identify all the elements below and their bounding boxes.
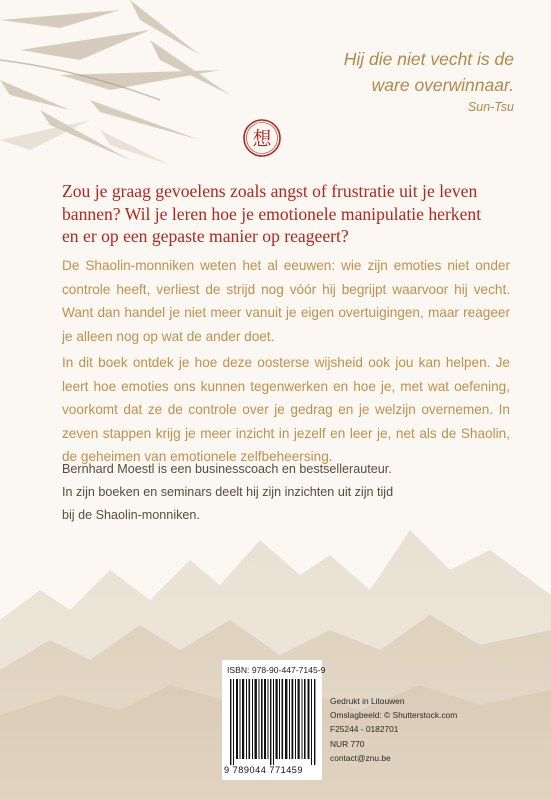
- author-name: Bernhard Moestl: [62, 462, 155, 476]
- red-seal-icon: [242, 118, 282, 158]
- seal-character: 想: [252, 128, 272, 150]
- barcode-icon: [228, 679, 318, 765]
- author-bio-line-3: bij de Shaolin-monniken.: [62, 508, 200, 523]
- author-bio-line-2: In zijn boeken en seminars deelt hij zijn inzichten uit zijn tijd: [62, 485, 394, 500]
- body-paragraph-1: De Shaolin-monniken weten het al eeuwen: wie zijn emoties niet onder controle heeft, verliest de strijd nog vóór hij begrijpt waarvoor hij vecht. Want dan handel je niet meer vanuit je eigen overtuigingen, maar reageer je alleen nog op wat de ander doet.: [62, 258, 510, 344]
- epigraph-quote: [254, 46, 514, 114]
- credit-line: NUR 770: [330, 738, 365, 749]
- bamboo-illustration: [0, 0, 240, 170]
- credit-line: F25244 - 0182701: [330, 724, 399, 735]
- credit-line: contact@znu.be: [330, 752, 391, 763]
- intro-text: Zou je graag gevoelens zoals angst of frustratie uit je leven bannen? Wil je leren hoe je emotionele manipulatie herkent en er op een gepaste manier op reageert?: [62, 181, 482, 246]
- quote-author: Sun-Tsu: [467, 100, 514, 114]
- barcode-digits: 9 789044 771459: [224, 765, 304, 775]
- isbn-label: ISBN: 978-90-447-7145-9: [227, 665, 326, 675]
- body-paragraph-2: In dit boek ontdek je hoe deze oosterse wijsheid ook jou kan helpen. Je leert hoe emoties ons kunnen tegenwerken en hoe je, met wat oefening, voorkomt dat ze de controle over je gedrag en je welzijn overnemen. In zeven stappen krijg je meer inzicht in jezelf en leer je, net als de Shaolin, de geheimen van emotionele zelfbeheersing.: [62, 355, 510, 465]
- quote-line-1: Hij die niet vecht is de: [343, 49, 514, 69]
- quote-line-2: ware overwinnaar.: [371, 75, 514, 95]
- barcode-panel: [222, 660, 326, 780]
- publisher-credits: [330, 694, 457, 765]
- credit-line: Omslagbeeld: © Shutterstock.com: [330, 710, 458, 721]
- credit-line: Gedrukt in Litouwen: [330, 696, 405, 706]
- author-bio-line-1: is een businesscoach en bestsellerauteur.: [154, 462, 392, 476]
